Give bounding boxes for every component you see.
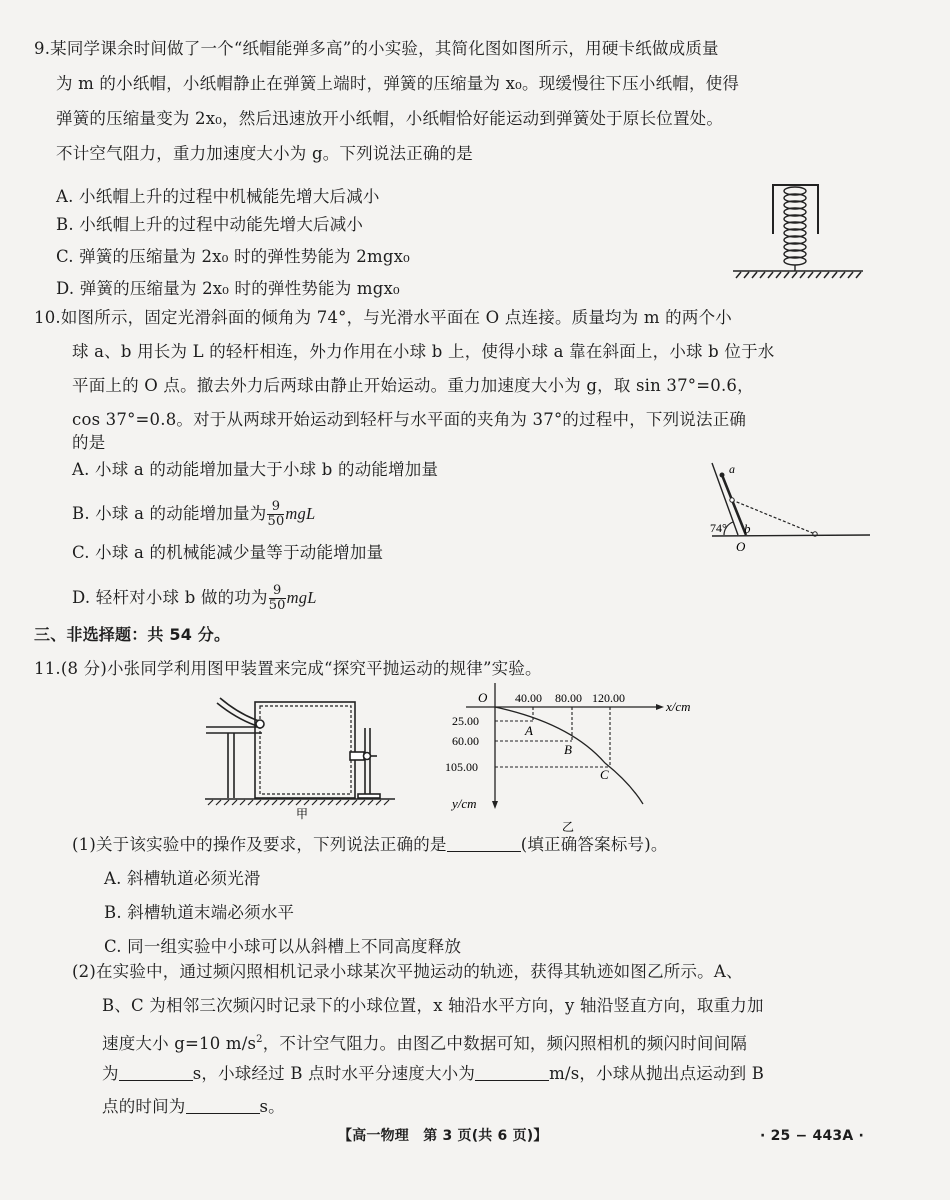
- svg-text:40.00: 40.00: [515, 691, 542, 705]
- board: [255, 702, 355, 798]
- footer-page-info: 【高一物理 第 3 页(共 6 页)】: [338, 1128, 548, 1144]
- q9-line-4: 不计空气阻力，重力加速度大小为 g。下列说法正确的是: [56, 144, 474, 163]
- q11-part2-line-5: 点的时间为 s。: [102, 1097, 285, 1116]
- section-3-title: 三、非选择题：共 54 分。: [34, 625, 231, 644]
- svg-text:b: b: [744, 521, 751, 536]
- q9-line-2: 为 m 的小纸帽，小纸帽静止在弹簧上端时，弹簧的压缩量为 x₀。现缓慢往下压小纸帽，使得: [56, 74, 740, 93]
- q11-part2-line-1: (2)在实验中，通过频闪照相机记录小球某次平抛运动的轨迹，获得其轨迹如图乙所示。A、: [72, 962, 743, 981]
- q11-number: 11.: [34, 659, 61, 678]
- q11-part1-option-c: C. 同一组实验中小球可以从斜槽上不同高度释放: [104, 937, 462, 956]
- svg-text:80.00: 80.00: [555, 691, 582, 705]
- point-a-label: A: [525, 723, 533, 738]
- q11-part1-stem: (1)关于该实验中的操作及要求，下列说法正确的是 (填正确答案标号)。: [72, 835, 668, 854]
- incline-figure: [700, 455, 880, 555]
- ground-hatch-icon: [733, 271, 863, 278]
- q9-option-a: A. 小纸帽上升的过程中机械能先增大后减小: [56, 187, 380, 206]
- apparatus-figure-jia: [200, 690, 410, 820]
- answer-blank-time-to-b[interactable]: [186, 1095, 260, 1114]
- q10-line-1: 10.如图所示，固定光滑斜面的倾角为 74°，与光滑水平面在 O 点连接。质量均为 m 的两个小: [34, 308, 732, 327]
- q9-number: 9.: [34, 39, 51, 58]
- point-c-label: C: [600, 767, 609, 782]
- q9-option-b: B. 小纸帽上升的过程中动能先增大后减小: [56, 215, 364, 234]
- q10-line-4: cos 37°=0.8。对于从两球开始运动到轻杆与水平面的夹角为 37°的过程中，下列说法正确: [72, 410, 747, 429]
- horizontal-surface: [712, 535, 870, 536]
- q9-option-c: C. 弹簧的压缩量为 2x₀ 时的弹性势能为 2mgx₀: [56, 247, 410, 266]
- q9-option-d: D. 弹簧的压缩量为 2x₀ 时的弹性势能为 mgx₀: [56, 279, 400, 298]
- q10-line-3: 平面上的 O 点。撤去外力后两球由静止开始运动。重力加速度大小为 g，取 sin 37°=0.6，: [72, 376, 754, 395]
- spring-coil-icon: [784, 187, 806, 271]
- svg-text:x/cm: x/cm: [666, 699, 691, 714]
- q10-option-b: B. 小球 a 的动能增加量为 $\frac{9}{50}$ mgL: [72, 499, 316, 529]
- answer-blank-1[interactable]: [447, 833, 521, 852]
- svg-text:O: O: [478, 690, 488, 705]
- svg-text:y/cm: y/cm: [452, 796, 477, 811]
- fraction-9-50: $\frac{9}{50}$: [267, 499, 285, 529]
- answer-blank-horizontal-velocity[interactable]: [475, 1062, 549, 1081]
- spring-figure: [728, 182, 868, 282]
- q9-line-1: 9.某同学课余时间做了一个“纸帽能弹多高”的小实验，其简化图如图所示，用硬卡纸做成质量: [34, 39, 719, 58]
- answer-blank-flash-interval[interactable]: [119, 1062, 193, 1081]
- q9-line-3: 弹簧的压缩量变为 2x₀，然后迅速放开小纸帽，小纸帽恰好能运动到弹簧处于原长位置处。: [56, 109, 724, 128]
- svg-text:O: O: [736, 539, 746, 554]
- point-b-label: B: [564, 742, 572, 757]
- q10-option-c: C. 小球 a 的机械能减少量等于动能增加量: [72, 543, 384, 562]
- svg-text:乙: 乙: [562, 820, 575, 833]
- svg-text:105.00: 105.00: [445, 760, 478, 774]
- q10-option-a: A. 小球 a 的动能增加量大于小球 b 的动能增加量: [72, 460, 439, 479]
- q10-option-d: D. 轻杆对小球 b 做的功为 $\frac{9}{50}$ mgL: [72, 583, 317, 613]
- fraction-9-50: $\frac{9}{50}$: [268, 583, 286, 613]
- svg-text:74°: 74°: [710, 521, 727, 535]
- q11-part1-option-b: B. 斜槽轨道末端必须水平: [104, 903, 295, 922]
- q11-part2-line-2: B、C 为相邻三次频闪时记录下的小球位置，x 轴沿水平方向，y 轴沿竖直方向，取重力加: [102, 996, 764, 1015]
- q10-line-5: 的是: [72, 433, 106, 452]
- q10-number: 10.: [34, 308, 61, 327]
- q11-intro: 11.(8 分)小张同学利用图甲装置来完成“探究平抛运动的规律”实验。: [34, 659, 542, 678]
- ball-a: [720, 473, 725, 478]
- q11-part2-line-4: 为 s，小球经过 B 点时水平分速度大小为 m/s，小球从抛出点运动到 B: [102, 1064, 765, 1083]
- q10-line-2: 球 a、b 用长为 L 的轻杆相连，外力作用在小球 b 上，使得小球 a 靠在斜面上，小球 b 位于水: [72, 342, 775, 361]
- svg-text:a: a: [729, 462, 735, 476]
- q11-part1-option-a: A. 斜槽轨道必须光滑: [104, 869, 261, 888]
- trajectory-chart-yi: [430, 683, 720, 833]
- q11-part2-line-3: 速度大小 g=10 $m/s^2$，不计空气阻力。由图乙中数据可知，频闪照相机的频闪时间间隔: [102, 1034, 748, 1053]
- svg-text:60.00: 60.00: [452, 734, 479, 748]
- svg-text:25.00: 25.00: [452, 714, 479, 728]
- svg-text:甲: 甲: [296, 807, 309, 820]
- footer-exam-code: · 25 − 443A ·: [760, 1128, 865, 1144]
- svg-text:120.00: 120.00: [592, 691, 625, 705]
